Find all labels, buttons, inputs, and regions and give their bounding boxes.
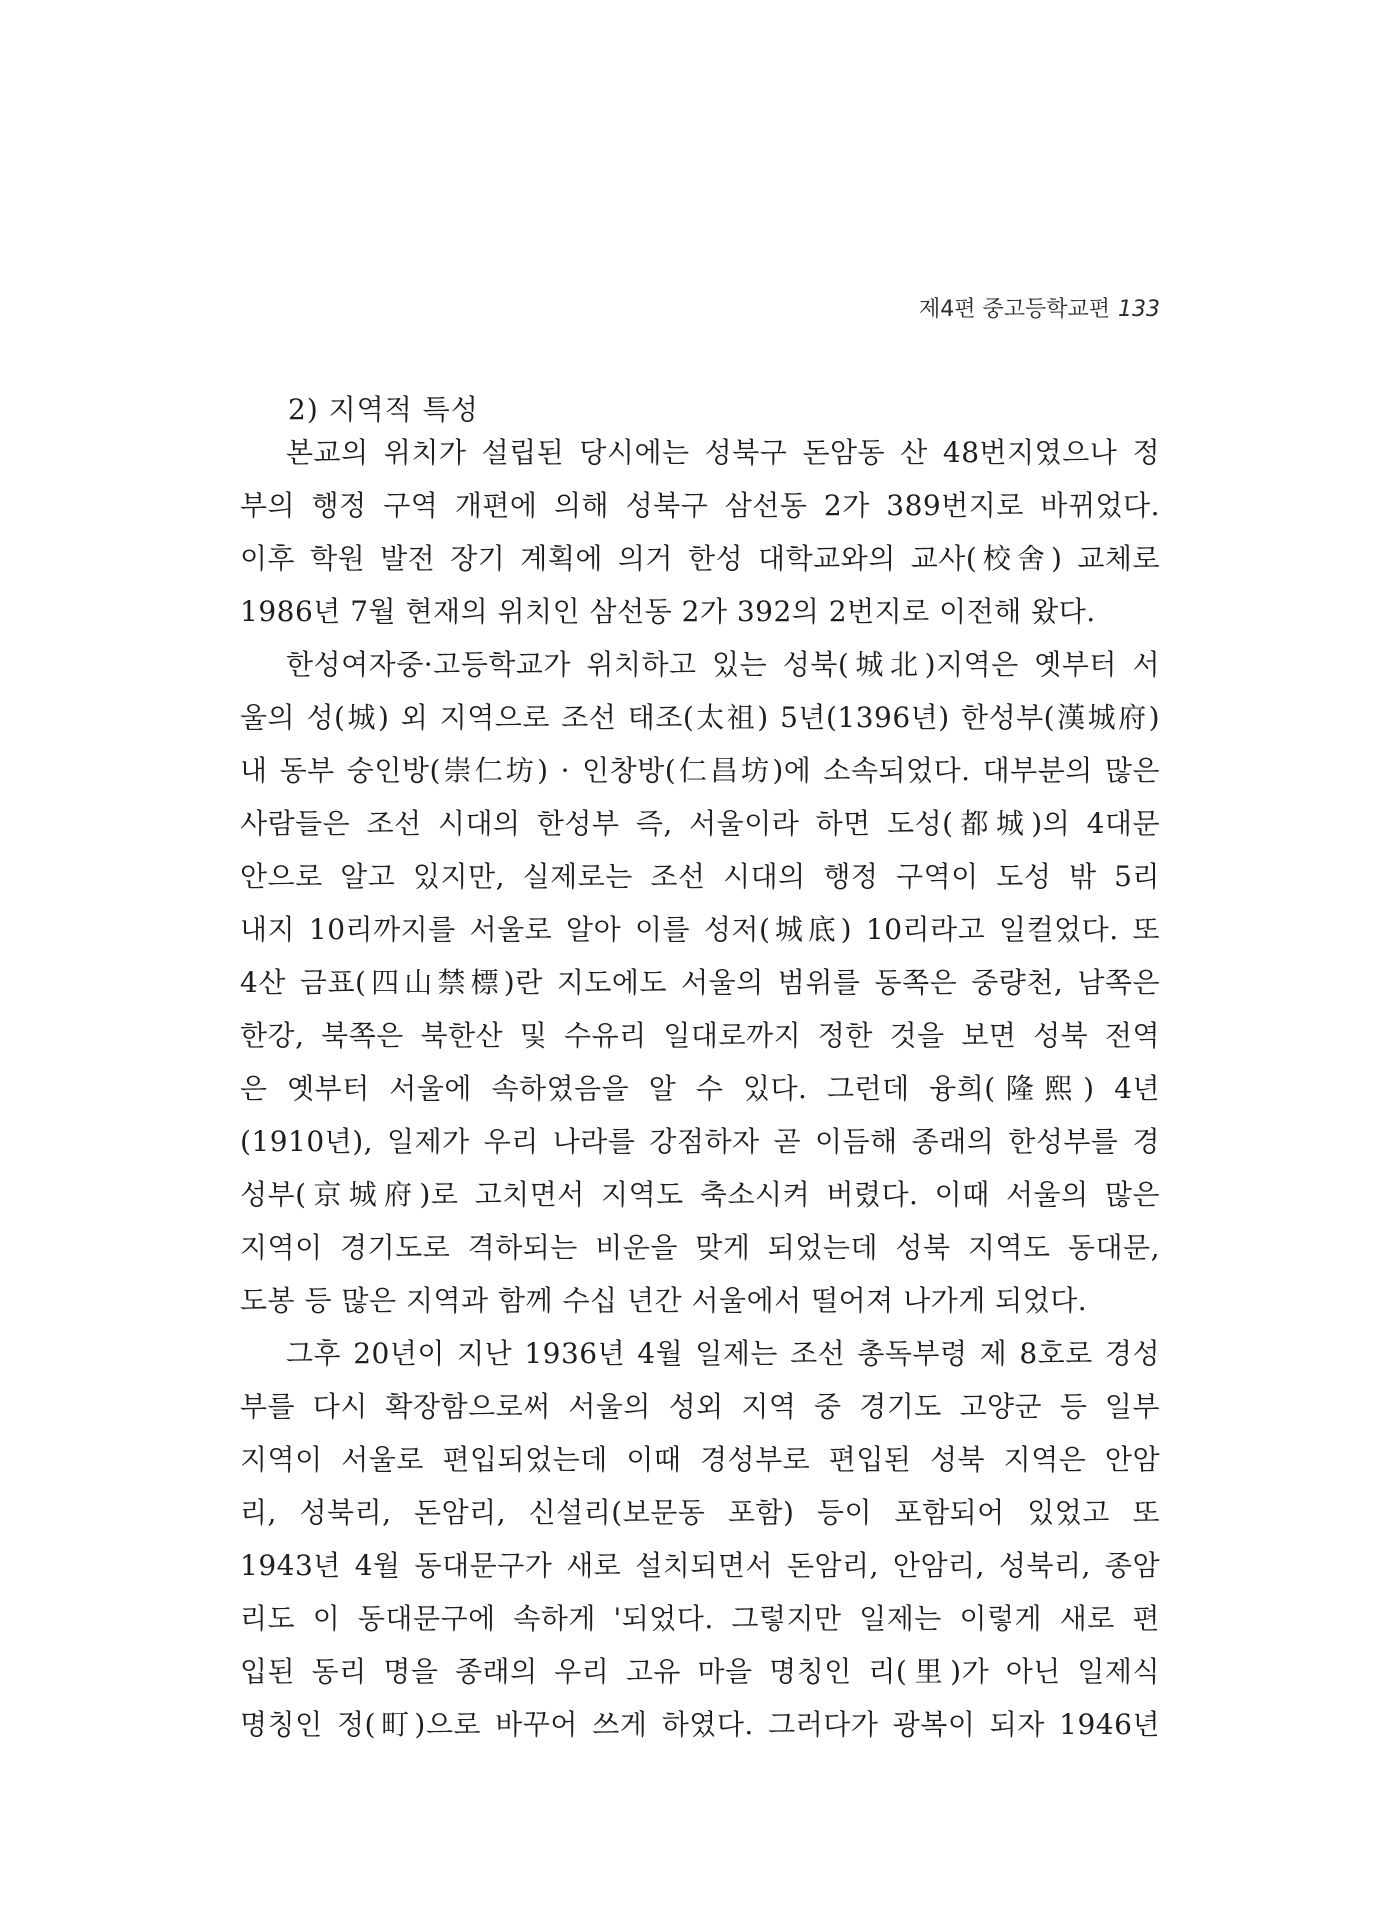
text-line: 내지 10리까지를 서울로 알아 이를 성저(城底) 10리라고 일컬었다. 또 — [240, 913, 1160, 946]
text-line: 안으로 알고 있지만, 실제로는 조선 시대의 행정 구역이 도성 밖 5리 — [240, 860, 1160, 893]
text-line: 이후 학원 발전 장기 계획에 의거 한성 대학교와의 교사(校舍) 교체로 — [240, 542, 1160, 575]
text-line: 1943년 4월 동대문구가 새로 설치되면서 돈암리, 안암리, 성북리, 종암 — [240, 1549, 1160, 1582]
text-line: 내 동부 숭인방(崇仁坊) · 인창방(仁昌坊)에 소속되었다. 대부분의 많은 — [240, 754, 1160, 787]
text-line: 그후 20년이 지난 1936년 4월 일제는 조선 총독부령 제 8호로 경성 — [286, 1337, 1160, 1370]
text-line: 부의 행정 구역 개편에 의해 성북구 삼선동 2가 389번지로 바뀌었다. — [240, 489, 1160, 522]
text-line: 성부(京城府)로 고치면서 지역도 축소시켜 버렸다. 이때 서울의 많은 — [240, 1178, 1160, 1211]
text-line: 지역이 서울로 편입되었는데 이때 경성부로 편입된 성북 지역은 안암 — [240, 1443, 1160, 1476]
text-line: 명칭인 정(町)으로 바꾸어 쓰게 하였다. 그러다가 광복이 되자 1946년 — [240, 1708, 1160, 1741]
text-line: 울의 성(城) 외 지역으로 조선 태조(太祖) 5년(1396년) 한성부(漢城府) — [240, 701, 1160, 734]
text-line: 1986년 7월 현재의 위치인 삼선동 2가 392의 2번지로 이전해 왔다. — [240, 595, 1096, 628]
page-number: 133 — [1118, 297, 1160, 322]
text-line: 4산 금표(四山禁標)란 지도에도 서울의 범위를 동쪽은 중량천, 남쪽은 — [240, 966, 1160, 999]
text-line: (1910년), 일제가 우리 나라를 강점하자 곧 이듬해 종래의 한성부를 경 — [240, 1125, 1160, 1158]
text-line: 도봉 등 많은 지역과 함께 수십 년간 서울에서 떨어져 나가게 되었다. — [240, 1284, 1088, 1317]
text-line: 지역이 경기도로 격하되는 비운을 맞게 되었는데 성북 지역도 동대문, — [240, 1231, 1160, 1264]
section-heading: 2) 지역적 특성 — [288, 393, 479, 426]
header-title: 제4편 중고등학교편 — [918, 297, 1110, 322]
text-line: 한성여자중·고등학교가 위치하고 있는 성북(城北)지역은 옛부터 서 — [286, 648, 1160, 681]
text-line: 입된 동리 명을 종래의 우리 고유 마을 명칭인 리(里)가 아닌 일제식 — [240, 1655, 1160, 1688]
running-header — [900, 292, 1160, 323]
text-line: 은 옛부터 서울에 속하였음을 알 수 있다. 그런데 융희(隆熙) 4년 — [240, 1072, 1160, 1105]
text-line: 사람들은 조선 시대의 한성부 즉, 서울이라 하면 도성(都城)의 4대문 — [240, 807, 1160, 840]
body-text — [240, 426, 1160, 1751]
text-line: 본교의 위치가 설립된 당시에는 성북구 돈암동 산 48번지였으나 정 — [286, 436, 1160, 469]
text-line: 한강, 북쪽은 북한산 및 수유리 일대로까지 정한 것을 보면 성북 전역 — [240, 1019, 1160, 1052]
text-line: 리, 성북리, 돈암리, 신설리(보문동 포함) 등이 포함되어 있었고 또 — [240, 1496, 1160, 1529]
text-line: 부를 다시 확장함으로써 서울의 성외 지역 중 경기도 고양군 등 일부 — [240, 1390, 1160, 1423]
text-line: 리도 이 동대문구에 속하게 '되었다. 그렇지만 일제는 이렇게 새로 편 — [240, 1602, 1160, 1635]
